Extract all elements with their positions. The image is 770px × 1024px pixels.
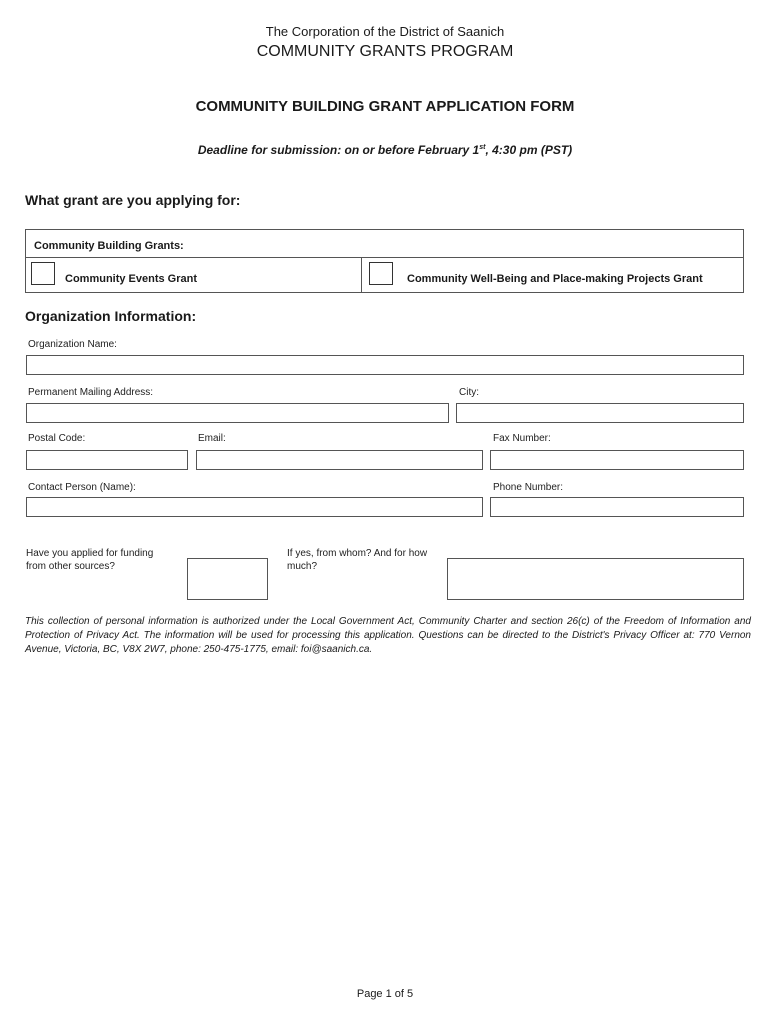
form-title: COMMUNITY BUILDING GRANT APPLICATION FORM [195,98,575,115]
org-name-label: Organization Name: [28,339,117,350]
table-divider [361,257,362,292]
phone-label: Phone Number: [493,482,564,493]
wellbeing-placemaking-checkbox[interactable] [369,262,393,285]
community-events-checkbox[interactable] [31,262,55,285]
postal-code-field[interactable] [26,450,188,470]
fax-label: Fax Number: [493,433,551,444]
corporation-name: The Corporation of the District of Saanich [265,24,505,39]
from-whom-question-label: If yes, from whom? And for how much? [287,548,428,572]
funding-answer-field[interactable] [187,558,268,600]
deadline-prefix: Deadline for submission: on or before February 1 [197,143,480,157]
mailing-address-label: Permanent Mailing Address: [28,387,154,398]
email-label: Email: [198,433,226,444]
grant-section-heading: What grant are you applying for: [25,192,241,208]
contact-field[interactable] [26,497,483,517]
city-field[interactable] [456,403,744,423]
funding-question-label: Have you applied for funding from other sources? [26,548,154,572]
table-divider [26,257,743,258]
grant-selection-table [25,229,744,293]
phone-field[interactable] [490,497,744,517]
from-whom-answer-field[interactable] [447,558,744,600]
deadline-suffix: , 4:30 pm (PST) [485,143,573,157]
city-label: City: [459,387,479,398]
deadline-text [0,143,770,157]
fax-field[interactable] [490,450,744,470]
org-section-heading: Organization Information: [25,308,197,324]
postal-code-label: Postal Code: [28,433,86,444]
page-number: Page 1 of 5 [356,988,414,1000]
grant-table-header: Community Building Grants: [34,240,184,252]
program-title: COMMUNITY GRANTS PROGRAM [256,43,514,60]
privacy-notice: This collection of personal information is authorized under the Local Government Act, Community Charter and section 26(c) of the Freedom of Information and Protection of Privacy Act. The information will be used for processing this application. Questions can be directed to the District's Privacy Officer at: 770 Vernon Avenue, Victoria, BC, V8X 2W7, phone: 250-475-1775, email: foi@saanich.ca. [25,616,751,655]
mailing-address-field[interactable] [26,403,449,423]
contact-label: Contact Person (Name): [28,482,136,493]
deadline-superscript: st [479,144,486,151]
email-field[interactable] [196,450,483,470]
org-name-field[interactable] [26,355,744,375]
community-events-label: Community Events Grant [65,273,198,285]
wellbeing-placemaking-label: Community Well-Being and Place-making Projects Grant [407,273,703,285]
